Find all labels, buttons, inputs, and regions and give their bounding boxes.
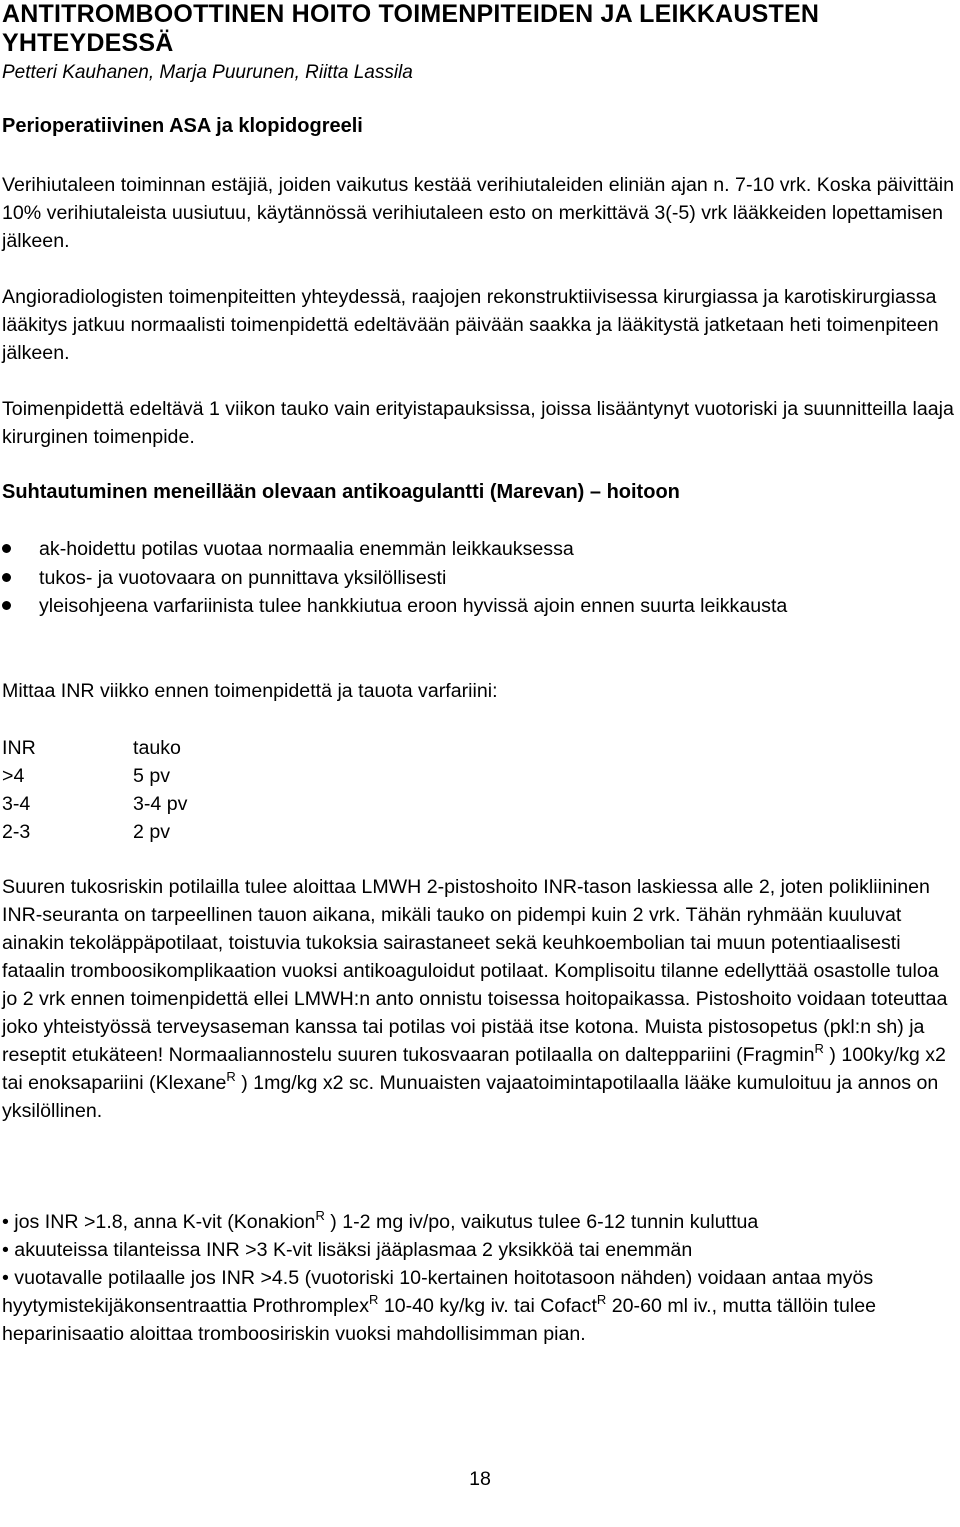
table-cell: 3-4 pv [133, 793, 188, 815]
list-item-text: tukos- ja vuotovaara on punnittava yksilöllisesti [39, 566, 447, 589]
table-header-pause: tauko [133, 737, 181, 759]
table-cell: >4 [2, 765, 25, 787]
list-item-text: • jos INR >1.8, anna K-vit (Konakion [2, 1211, 316, 1233]
list-item [2, 592, 952, 621]
registered-mark: R [596, 1292, 607, 1308]
list-item [2, 564, 952, 593]
registered-mark: R [369, 1292, 379, 1308]
bullet-icon [2, 544, 11, 553]
table-cell: 5 pv [133, 765, 171, 787]
paragraph-platelet-inhibition: Verihiutaleen toiminnan estäjiä, joiden vaikutus kestää verihiutaleiden eliniän ajan n. 7-10 vrk. Koska päivittäin 10% verihiutaleista uusiutuu, käytännössä verihiutaleen esto on merkittävä 3(-5) vrk lääkkeiden lopettamisen jälkeen. [2, 174, 954, 252]
list-item [2, 1236, 958, 1264]
paragraph-angioradiology: Angioradiologisten toimenpiteitten yhteydessä, raajojen rekonstruktiivisessa kirurgiassa ja karotiskirurgiassa lääkitys jatkuu normaalisti toimenpidettä edeltävään päivään saakka ja lääkitystä jatketaan heti toimenpiteen jälkeen. [2, 286, 939, 364]
bullet-icon [2, 573, 11, 582]
table-cell: 2 pv [133, 821, 171, 843]
bullet-list-anticoagulant [2, 535, 952, 621]
list-item-text: ) 1-2 mg iv/po, vaikutus tulee 6-12 tunnin kuluttua [324, 1211, 759, 1233]
paragraph-text: ) 100ky/kg x2 tai enoksapariini (Klexane [2, 1044, 946, 1094]
list-item [2, 1264, 958, 1348]
section-heading-anticoagulant: Suhtautuminen meneillään olevaan antikoagulantti (Marevan) – hoitoon [2, 481, 680, 503]
section-heading-asa: Perioperatiivinen ASA ja klopidogreeli [2, 115, 363, 137]
title-line-2: YHTEYDESSÄ [2, 29, 174, 57]
list-item [2, 1208, 958, 1236]
table-cell: 2-3 [2, 821, 31, 843]
registered-mark: R [315, 1208, 325, 1224]
list-item-text: 20-60 ml iv., mutta tällöin tulee heparinisaatio aloittaa tromboosiriskin vuoksi mahdollisimman pian. [2, 1295, 877, 1345]
paragraph-text: ) 1mg/kg x2 sc. Munuaisten vajaatoimintapotilaalla lääke kumuloituu ja annos on yksilöllinen. [2, 1072, 939, 1122]
list-item-text: • vuotavalle potilaalle jos INR >4.5 (vuotoriski 10-kertainen hoitotasoon nähden) voidaan antaa myös hyytymistekijäkonsentraattia Prothromplex [2, 1267, 874, 1317]
table-row [2, 818, 187, 846]
paragraph-lmwh-bridging [2, 873, 958, 1125]
document-title [2, 0, 819, 58]
page-number: 18 [469, 1468, 491, 1490]
list-item-text: • akuuteissa tilanteissa INR >3 K-vit lisäksi jääplasmaa 2 yksikköä tai enemmän [2, 1239, 693, 1261]
table-header-row [2, 734, 187, 762]
paragraph-text: Suuren tukosriskin potilailla tulee aloittaa LMWH 2-pistoshoito INR-tason laskiessa alle 2, joten polikliininen INR-seuranta on tarpeellinen tauon aikana, mikäli tauko on pidempi kuin 2 vrk. Tähän ryhmään kuuluvat ainakin tekoläppäpotilaat, toistuvia tukoksia sairastaneet sekä keuhkoembolian tai muun potentiaalisesti fataalin tromboosikomplikaation vuoksi antikoaguloidut potilaat. Komplisoitu tilanne edellyttää osastolle tuloa jo 2 vrk ennen toimenpidettä ellei LMWH:n anto onnistu toisessa hoitopaikassa. Pistoshoito voidaan toteuttaa joko yhteistyössä terveysaseman kanssa tai potilas voi pistää itse kotona. Muista pistosopetus (pkl:n sh) ja reseptit etukäteen! Normaaliannostelu suuren tukosvaaran potilaalla on dalteppariini (Fragmin [2, 876, 948, 1066]
vitamin-k-list [2, 1208, 958, 1348]
table-row [2, 762, 187, 790]
bullet-icon [2, 601, 11, 610]
list-item [2, 535, 952, 564]
authors: Petteri Kauhanen, Marja Puurunen, Riitta Lassila [2, 62, 413, 83]
title-line-1: ANTITROMBOOTTINEN HOITO TOIMENPITEIDEN JA LEIKKAUSTEN [2, 0, 820, 28]
inr-intro: Mittaa INR viikko ennen toimenpidettä ja tauota varfariini: [2, 680, 498, 702]
list-item-text: yleisohjeena varfariinista tulee hankkiutua eroon hyvissä ajoin ennen suurta leikkausta [39, 595, 788, 617]
table-cell: 3-4 [2, 793, 31, 815]
table-header-inr: INR [2, 737, 36, 759]
paragraph-one-week-pause: Toimenpidettä edeltävä 1 viikon tauko vain erityistapauksissa, joissa lisääntynyt vuotoriski ja suunnitteilla laaja kirurginen toimenpide. [2, 398, 954, 448]
inr-pause-table [2, 734, 187, 846]
list-item-text: 10-40 ky/kg iv. tai Cofact [378, 1295, 597, 1317]
table-row [2, 790, 187, 818]
registered-mark: R [814, 1041, 824, 1057]
list-item-text: ak-hoidettu potilas vuotaa normaalia enemmän leikkauksessa [39, 538, 574, 560]
registered-mark: R [226, 1069, 236, 1085]
